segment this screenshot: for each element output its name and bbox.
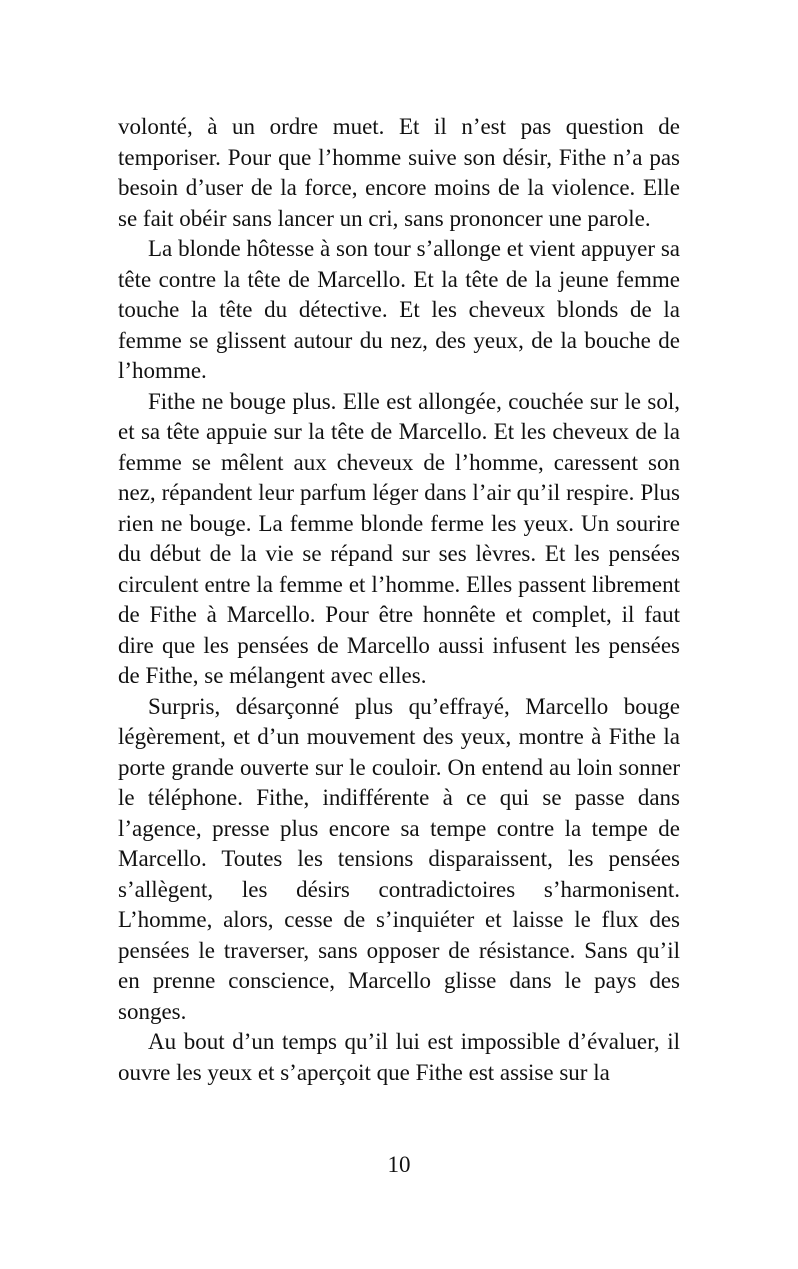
- body-text: [118, 112, 680, 1088]
- page-number: 10: [387, 1152, 411, 1177]
- paragraph-2: La blonde hôtesse à son tour s’allonge et vient appuyer sa tête contre la tête de Marcello. Et la tête de la jeune femme touche la tête du détective. Et les cheveux blonds de la femme se glissent autour du nez, des yeux, de la bouche de l’homme.: [118, 236, 680, 383]
- paragraph-3: Fithe ne bouge plus. Elle est allongée, couchée sur le sol, et sa tête appuie sur la tête de Marcello. Et les cheveux de la femme se mêlent aux cheveux de l’homme, caressent son nez, répandent leur parfum léger dans l’air qu’il respire. Plus rien ne bouge. La femme blonde ferme les yeux. Un sourire du début de la vie se répand sur ses lèvres. Et les pensées circulent entre la femme et l’homme. Elles passent librement de Fithe à Marcello. Pour être honnête et complet, il faut dire que les pensées de Marcello aussi infusent les pensées de Fithe, se mélangent avec elles.: [118, 388, 680, 688]
- paragraph-1: volonté, à un ordre muet. Et il n’est pas question de temporiser. Pour que l’homme suive son désir, Fithe n’a pas besoin d’user de la force, encore moins de la violence. Elle se fait obéir sans lancer un cri, sans prononcer une parole.: [118, 114, 680, 231]
- paragraph-5: Au bout d’un temps qu’il lui est impossible d’évaluer, il ouvre les yeux et s’aperçoit que Fithe est assise sur la: [118, 1029, 680, 1085]
- paragraph-4: Surpris, désarçonné plus qu’effrayé, Marcello bouge légèrement, et d’un mouvement des yeux, montre à Fithe la porte grande ouverte sur le couloir. On entend au loin sonner le téléphone. Fithe, indifférente à ce qui se passe dans l’agence, presse plus encore sa tempe contre la tempe de Marcello. Toutes les tensions disparaissent, les pensées s’allègent, les désirs contradictoires s’harmonisent. L’homme, alors, cesse de s’inquiéter et laisse le flux des pensées le traverser, sans opposer de résistance. Sans qu’il en prenne conscience, Marcello glisse dans le pays des songes.: [118, 693, 680, 1024]
